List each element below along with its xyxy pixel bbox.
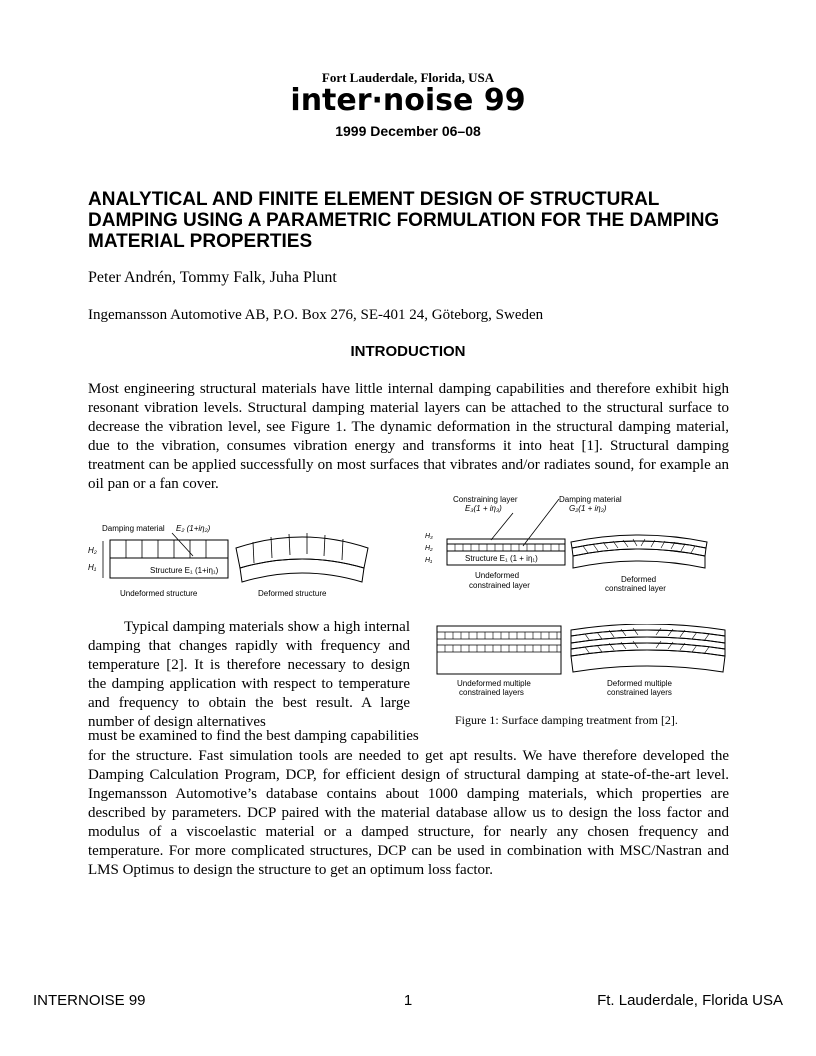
free-damping-formula: E₂ (1+iη₂) [176, 524, 211, 533]
free-structure-label: Structure E₁ (1+iη₁) [150, 566, 219, 575]
footer-page-number: 1 [403, 992, 413, 1009]
constrained-h2-label: H₂ [425, 545, 433, 552]
free-damping-label: Damping material [102, 524, 165, 533]
constrained-deformed-2: constrained layer [605, 584, 666, 593]
figure-free-layer [88, 518, 378, 602]
conference-logo: inter·noise 99 [290, 83, 526, 118]
paragraph-2-continued: must be examined to find the best damping capabilities [88, 728, 419, 744]
paragraph-2: Typical damping materials show a high internal damping that changes rapidly with frequency and temperature [2]. It is therefore necessary to design the damping application with respect to temperature and frequency to obtain the best result. A large number of design alternatives [88, 619, 410, 730]
constrained-deformed-1: Deformed [621, 575, 657, 584]
multi-undeformed-1: Undeformed multiple [457, 679, 531, 688]
paragraph-1: Most engineering structural materials have little internal damping capabilities and therefore exhibit high resonant vibration levels. Structural damping material layers can be attached to the structural surface to decrease the vibration level, see Figure 1. The dynamic deformation in the structural damping material, due to the vibration, consumes vibration energy and transforms it into heat [1]. Structural damping treatment can be applied successfully on most surfaces that vibrates and/or radiates sound, for example an oil pan or a fan cover. [88, 381, 729, 492]
paper-affiliation: Ingemansson Automotive AB, P.O. Box 276, SE-401 24, Göteborg, Sweden [88, 307, 544, 323]
constrained-h3-label: H₃ [425, 533, 433, 540]
free-damping-cells [126, 540, 206, 558]
footer-right: Ft. Lauderdale, Florida USA [597, 992, 783, 1009]
constrained-structure-label: Structure E₁ (1 + iη₁) [465, 554, 538, 563]
constrained-damping-label: Damping material [559, 495, 622, 504]
free-undeformed-label: Undeformed structure [120, 589, 198, 598]
multi-deformed-1: Deformed multiple [607, 679, 672, 688]
figure-multiple-layers [435, 624, 730, 698]
constrained-damping-formula: G₂(1 + iη₂) [569, 504, 607, 513]
free-damping-layer [110, 540, 228, 558]
figure-caption: Figure 1: Surface damping treatment from [2]. [455, 713, 678, 727]
multi-undeformed-2: constrained layers [459, 688, 524, 697]
conference-location: Fort Lauderdale, Florida, USA [321, 70, 495, 85]
paragraph-3: for the structure. Fast simulation tools are needed to get apt results. We have therefore developed the Damping Calculation Program, DCP, for efficient design of structural damping at state-of-the-art level. Ingemansson Automotive’s database contains about 1000 damping materials, which properties are described by parameters. DCP paired with the material database allow us to design the loss factor and modulus of a viscoelastic material or a damped structure, for nearly any chosen frequency and temperature. For more complicated structures, DCP can be used in combination with MSC/Nastran and LMS Optimus to design the structure to get an optimum loss factor. [88, 748, 729, 878]
constraining-label: Constraining layer [453, 495, 518, 504]
footer-left: INTERNOISE 99 [33, 992, 146, 1009]
free-h1-label: H₁ [88, 563, 97, 572]
paper-title: ANALYTICAL AND FINITE ELEMENT DESIGN OF STRUCTURAL DAMPING USING A PARAMETRIC FORMULATION FOR THE DAMPING MATERIAL PROPERTIES [88, 189, 720, 252]
constrained-undeformed-2: constrained layer [469, 581, 530, 590]
paper-authors: Peter Andrén, Tommy Falk, Juha Plunt [88, 269, 337, 286]
free-deformed-shape [236, 537, 368, 568]
free-deformed-label: Deformed structure [258, 589, 327, 598]
constraining-formula: E₃(1 + iη₃) [465, 504, 502, 513]
figure-constrained-layer [425, 494, 730, 596]
section-heading: INTRODUCTION [350, 343, 466, 360]
constrained-undeformed-1: Undeformed [475, 571, 520, 580]
free-h2-label: H₂ [88, 546, 97, 555]
constrained-h1-label: H₁ [425, 557, 433, 564]
multi-deformed-2: constrained layers [607, 688, 672, 697]
conference-dates: 1999 December 06–08 [335, 123, 481, 139]
